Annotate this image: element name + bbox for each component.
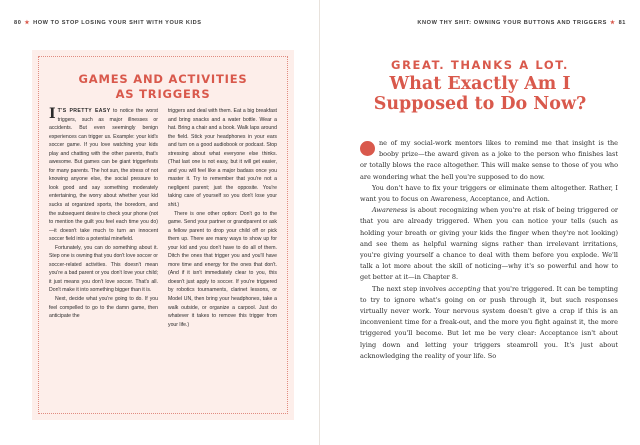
drop-cap: I <box>49 106 56 122</box>
body-text-run: ne of my social-work mentors likes to remind me that insight is the booby prize—the award given as a joke to the person who finishes last or totally blows the race altogether. This will make sense to those of you who are wondering what the hell you're supposed to do now. <box>360 139 618 181</box>
right-running-title: KNOW THY SHIT: OWNING YOUR BUTTONS AND TRIGGERS <box>417 20 607 26</box>
body-paragraph <box>360 284 618 362</box>
body-paragraph <box>360 205 618 283</box>
body-paragraph <box>360 138 618 183</box>
sidebar-title-line1: GAMES AND ACTIVITIES <box>78 72 248 86</box>
drop-cap-circle-icon <box>360 141 375 156</box>
star-icon: ★ <box>24 20 31 26</box>
left-running-title: HOW TO STOP LOSING YOUR SHIT WITH YOUR KIDS <box>33 20 202 26</box>
sidebar-paragraph: Next, decide what you're going to do. If you feel compelled to go to the damn game, then anticipate the <box>49 296 158 320</box>
section-headline <box>320 74 640 114</box>
sidebar-title-line2: AS TRIGGERS <box>115 87 211 101</box>
sidebar-column-1 <box>49 107 158 329</box>
sidebar-text: to notice the worst triggers, such as major illnesses or accidents. But even seemingly benign experiences can trigger us. Example: your kid's soccer game. If you love watching your kids play and chatting with the other parents, that's awesome. But games can be giant triggerfests for many parents. The hot sun, the stress of not knowing anyone else, the social pressure to look good and say something moderately entertaining, the worry about whether your kid sucks at organized sports, the boredom, and the subsequent desire to check your phone (not to mention the guilt you feel each time you do)—it doesn't take much to turn an innocent soccer field into a potential minefield. <box>49 108 158 243</box>
right-folio: 81 <box>618 20 626 26</box>
headline-line1: What Exactly Am I <box>389 74 571 94</box>
left-folio: 80 <box>14 20 22 26</box>
headline-line2: Supposed to Do Now? <box>373 94 587 114</box>
body-text <box>360 138 618 362</box>
right-page <box>320 0 640 445</box>
sidebar-paragraph <box>49 107 158 244</box>
sidebar-paragraph: Fortunately, you can do something about it. Step one is owning that you don't love soccer or soccer-related activities. This doesn't mean you're a bad parent or you don't love your child; it just means you don't love soccer. That's all. Don't make it into something bigger than it is. <box>49 244 159 294</box>
right-running-head <box>417 20 626 26</box>
sidebar-columns <box>49 107 277 329</box>
section-kicker: GREAT. THANKS A LOT. <box>391 58 569 72</box>
left-running-head <box>14 20 202 26</box>
lead-in: T'S PRETTY EASY <box>57 108 111 114</box>
body-text-run: The next step involves <box>372 284 449 293</box>
emphasis: accepting <box>448 284 481 293</box>
body-paragraph: You don't have to fix your triggers or eliminate them altogether. Rather, I want you to focus on Awareness, Acceptance, and Action. <box>360 183 618 204</box>
emphasis: Awareness <box>372 206 408 215</box>
body-text-run: that you're triggered. It can be tempting to try to ignore what's going on or push through it, but such responses virtually never work. Your nervous system doesn't give a crap if this is an inconvenient time for a freak-out, and the more you fight against it, the more triggered you'll become. But let me be very clear: Acceptance isn't about lying down and letting your triggers steamroll you. It's just about acknowledging the reality of your life. So <box>360 284 618 360</box>
body-text-run: is about recognizing when you're at risk of being triggered or that you are already triggered. When you can notice your tells (such as holding your breath or giving your kids the finger when they're not looking) and see them as helpful warning signs rather than irrelevant irritations, you're giving yourself a chance to deal with them before you explode. We'll talk a lot more about the skill of noticing—why it's so powerful and how to get better at it—in Chapter 8. <box>360 206 618 282</box>
sidebar-column-2 <box>168 107 277 329</box>
sidebar-box <box>32 50 294 420</box>
sidebar-paragraph: triggers and deal with them. Eat a big breakfast and bring snacks and a water bottle. Wear a hat. Bring a chair and a book. Walk laps around the field. Stick your headphones in your ears and turn on a good audiobook or podcast. Stop stressing about what everyone else thinks. (That last one is not easy, but it will get easier, and you will feel like a major badass once you master it. Try to remember that you're not a negligent parent; just the opposite. You're taking care of yourself so you don't lose your shit.) <box>168 108 277 209</box>
sidebar-paragraph: There is one other option: Don't go to the game. Send your partner or grandparent or ask a fellow parent to drop your child off or pick them up. There are many ways to show up for your kid and you don't have to do all of them. Ditch the ones that trigger you and you'll have more time and energy for the ones that don't. (And if it isn't immediately clear to you, this doesn't just apply to soccer. If you're triggered by robotics tournaments, clarinet lessons, or Model UN, then bring your headphones, take a walk outside, or organize a carpool. Just do whatever it takes to remove this trigger from your life.) <box>168 210 277 328</box>
star-icon: ★ <box>609 20 616 26</box>
sidebar-title <box>32 72 294 102</box>
